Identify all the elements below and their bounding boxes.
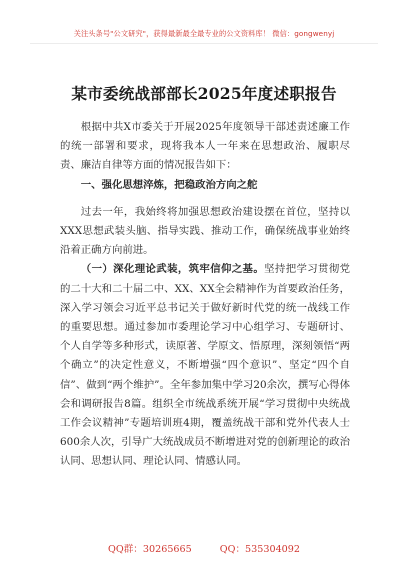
document-body: [60, 118, 350, 472]
subsection-paragraph: [60, 260, 350, 471]
promo-banner: [0, 0, 408, 60]
document-title: 某市委统战部部长2025年度述职报告: [71, 84, 337, 103]
intro-paragraph: 根据中共X市委关于开展2025年度领导干部述责述廉工作的统一部署和要求，现将我本人一年来在思想政治、履职尽责、廉洁自律等方面的情况报告如下：: [60, 121, 350, 172]
subsection-heading: （一）深化理论武装，筑牢信仰之基。: [80, 263, 265, 276]
subsection-body: 坚持把学习贯彻党的二十大和二十届二中、XX、XX全会精神作为首要政治任务，深入学习领会习近平总书记关于做好新时代党的统一战线工作的重要思想。通过参加市委理论学习中心组学习、专题研讨、个人自学等多种形式，读原著、学原文、悟原理，深刻领悟“两个确立”的决定性意义，不断增强“四个意识”、坚定“四个自信”、做到“两个维护”。全年参加集中学习20余次，撰写心得体会和调研报告8篇。组织全市统战系统开展“学习贯彻中央统战工作会议精神”专题培训班4期，覆盖统战干部和党外代表人士600余人次，引导广大统战成员不断增进对党的创新理论的政治认同、思想认同、理论认同、情感认同。: [60, 263, 351, 468]
header-divider: [30, 43, 378, 44]
contact-footer: [0, 541, 408, 555]
qq-group-number: QQ群：30265665: [107, 544, 192, 555]
section-heading: 一、强化思想淬炼，把稳政治方向之舵: [80, 178, 258, 191]
promo-banner-text: 关注头条号"公文研究"，获得最新最全最专业的公文资料库！ 微信：gongwenyj: [73, 29, 335, 38]
qq-number: QQ：535304092: [219, 544, 300, 555]
section-paragraph: 过去一年，我始终将加强思想政治建设摆在首位，坚持以XXX思想武装头脑、指导实践、推动工作，确保统战事业始终沿着正确方向前进。: [60, 205, 350, 257]
